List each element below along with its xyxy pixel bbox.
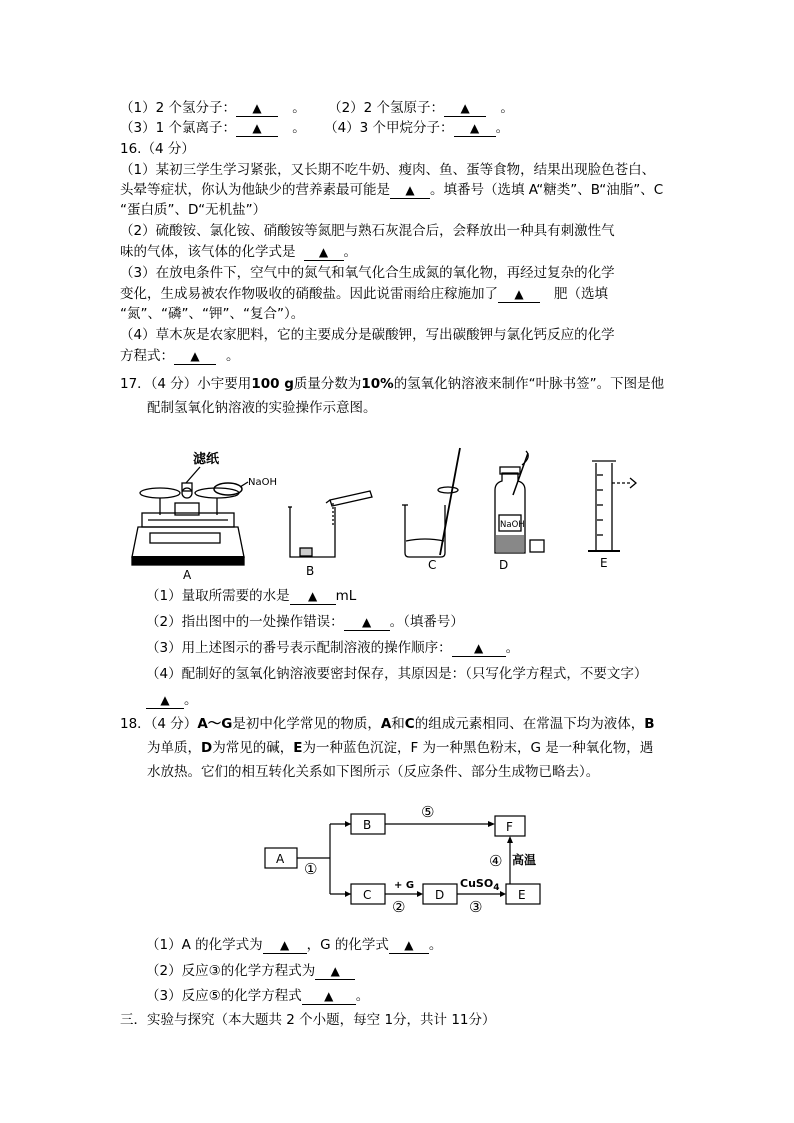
- node-c: C: [363, 888, 372, 902]
- q17-heading: 17．（4 分）小宇要用100 g质量分数为10%的氢氧化钠溶液来制作“叶脉书签”。下图是他: [120, 376, 665, 392]
- graduated-cylinder-illustration: [588, 461, 636, 570]
- answer-blank[interactable]: ▲: [236, 100, 278, 117]
- reaction-flow-diagram: [260, 800, 550, 925]
- q17-s1: （1）量取所需要的水是 ▲ mL: [146, 588, 357, 604]
- q16-p3-line2: 变化，生成易被农作物吸收的硝酸盐。因此说雷雨给庄稼施加了 ▲ 肥（选填: [120, 286, 608, 302]
- balance-illustration: [132, 451, 277, 582]
- q17-heading-line2: 配制氢氧化钠溶液的实验操作示意图。: [147, 400, 377, 416]
- node-a: A: [276, 852, 285, 866]
- answer-blank[interactable]: ▲: [452, 640, 506, 657]
- answer-blank[interactable]: ▲: [263, 937, 307, 954]
- bottle-label: NaOH: [500, 520, 525, 530]
- paper-label: 滤纸: [193, 452, 220, 467]
- q16-p1-line2: 头晕等症状，你认为他缺少的营养素最可能是 ▲ 。填番号（选填 A“糖类”、B“油脂”、C: [120, 182, 664, 198]
- section-3-heading: 三．实验与探究（本大题共 2 个小题，每空 1分，共计 11分）: [120, 1012, 496, 1028]
- cuso4-label: CuSO$_4$: [460, 877, 500, 893]
- answer-blank[interactable]: ▲: [302, 988, 356, 1005]
- answer-blank[interactable]: ▲: [174, 348, 216, 365]
- q17-s4-answer: ▲ 。: [146, 690, 198, 710]
- answer-blank[interactable]: ▲: [344, 614, 390, 631]
- q16-p4-line1: （4）草木灰是农家肥料，它的主要成分是碳酸钾，写出碳酸钾与氯化钙反应的化学: [120, 327, 615, 343]
- reaction-1-label: ①: [304, 860, 318, 878]
- q17-s2: （2）指出图中的一处操作错误： ▲ 。（填番号）: [146, 614, 464, 630]
- q15-line2: （3）1 个氯离子： ▲ 。 （4）3 个甲烷分子： ▲ 。: [120, 120, 510, 136]
- q15-line1: （1）2 个氢分子： ▲ 。 （2）2 个氢原子： ▲ 。: [120, 100, 514, 116]
- answer-blank[interactable]: ▲: [390, 182, 430, 199]
- pouring-illustration: [288, 491, 372, 578]
- q16-p3-line1: （3）在放电条件下，空气中的氮气和氧气化合生成氮的氧化物，再经过复杂的化学: [120, 265, 615, 281]
- answer-blank[interactable]: ▲: [146, 692, 184, 709]
- reagent-bottle-illustration: [495, 451, 544, 572]
- q16-p2-line1: （2）硫酸铵、氯化铵、硝酸铵等氮肥与熟石灰混合后，会释放出一种具有刺激性气: [120, 223, 615, 239]
- q18-s1: （1）A 的化学式为 ▲ ，G 的化学式 ▲ 。: [146, 937, 443, 953]
- q17-s4: （4）配制好的氢氧化钠溶液要密封保存，其原因是：（只写化学方程式，不要文字）: [146, 666, 648, 682]
- answer-blank[interactable]: ▲: [236, 120, 278, 137]
- q18-heading: 18．（4 分）A～G是初中化学常见的物质，A和C的组成元素相同、在常温下均为液体，B: [120, 716, 655, 732]
- stirring-illustration: [402, 448, 460, 572]
- answer-blank[interactable]: ▲: [454, 120, 496, 137]
- label-e: E: [600, 556, 608, 570]
- node-b: B: [363, 818, 372, 832]
- answer-blank[interactable]: ▲: [290, 588, 336, 605]
- naoh-label: NaOH: [248, 477, 277, 488]
- answer-blank[interactable]: ▲: [315, 963, 355, 980]
- reaction-5-label: ⑤: [421, 803, 435, 821]
- high-temp-label: 高温: [512, 853, 537, 867]
- answer-blank[interactable]: ▲: [444, 100, 486, 117]
- plus-g-label: + G: [394, 880, 415, 891]
- label-a: A: [183, 568, 192, 582]
- answer-blank[interactable]: ▲: [389, 937, 429, 954]
- q18-s3: （3）反应⑤的化学方程式 ▲ 。: [146, 988, 370, 1004]
- q16-heading: 16.（4 分）: [120, 141, 195, 157]
- q16-p3-line3: “氮”、“磷”、“钾”、“复合”）。: [120, 306, 305, 322]
- reaction-4-label: ④: [489, 852, 503, 870]
- q18-line2: 为单质，D为常见的碱，E为一种蓝色沉淀，F 为一种黑色粉末，G 是一种氧化物，遇: [147, 740, 654, 756]
- reaction-2-label: ②: [392, 898, 406, 916]
- q16-p1-line3: “蛋白质”、D“无机盐”）: [120, 202, 267, 218]
- q16-p2-line2: 味的气体，该气体的化学式是 ▲ 。: [120, 244, 357, 260]
- lab-operations-figure: [130, 445, 660, 585]
- label-d: D: [499, 558, 509, 572]
- node-d: D: [435, 888, 445, 902]
- q18-line3: 水放热。它们的相互转化关系如下图所示（反应条件、部分生成物已略去）。: [147, 764, 600, 780]
- q17-s3: （3）用上述图示的番号表示配制溶液的操作顺序： ▲ 。: [146, 640, 520, 656]
- node-f: F: [506, 820, 513, 834]
- q16-p1-line1: （1）某初三学生学习紧张，又长期不吃牛奶、瘦肉、鱼、蛋等食物，结果出现脸色苍白、: [120, 162, 656, 178]
- answer-blank[interactable]: ▲: [498, 286, 540, 303]
- label-c: C: [428, 558, 437, 572]
- node-e: E: [518, 888, 526, 902]
- answer-blank[interactable]: ▲: [304, 244, 344, 261]
- q18-s2: （2）反应③的化学方程式为 ▲: [146, 961, 355, 981]
- label-b: B: [306, 564, 315, 578]
- q16-p4-line2: 方程式： ▲ 。: [120, 348, 240, 364]
- reaction-3-label: ③: [469, 898, 483, 916]
